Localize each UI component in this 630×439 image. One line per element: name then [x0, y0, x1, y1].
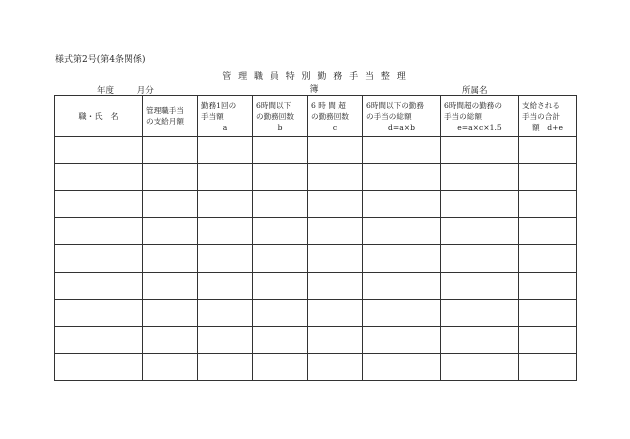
cell-under6[interactable] — [253, 137, 308, 164]
column-header-line: 6 時 間 超 — [311, 100, 346, 110]
cell-under6[interactable] — [253, 353, 308, 380]
column-header-line: d=a×b — [388, 122, 415, 132]
table-row — [55, 137, 577, 164]
cell-grand_total[interactable] — [519, 353, 577, 380]
cell-name[interactable] — [55, 326, 143, 353]
cell-monthly[interactable] — [143, 191, 198, 218]
cell-monthly[interactable] — [143, 299, 198, 326]
cell-under6[interactable] — [253, 245, 308, 272]
ledger-table — [54, 95, 577, 381]
cell-per_duty[interactable] — [198, 299, 253, 326]
column-header-line: e=a×c×1.5 — [457, 122, 502, 132]
cell-grand_total[interactable] — [519, 191, 577, 218]
cell-total_under6[interactable] — [363, 191, 441, 218]
cell-total_over6[interactable] — [441, 218, 519, 245]
cell-over6[interactable] — [308, 326, 363, 353]
cell-per_duty[interactable] — [198, 272, 253, 299]
cell-grand_total[interactable] — [519, 326, 577, 353]
column-header-line: の勤務回数 — [311, 111, 349, 121]
table-row — [55, 353, 577, 380]
cell-monthly[interactable] — [143, 164, 198, 191]
cell-per_duty[interactable] — [198, 326, 253, 353]
column-header-per_duty — [198, 96, 253, 137]
column-header-over6 — [308, 96, 363, 137]
cell-over6[interactable] — [308, 137, 363, 164]
cell-total_over6[interactable] — [441, 272, 519, 299]
cell-over6[interactable] — [308, 272, 363, 299]
header-row — [55, 96, 577, 137]
cell-name[interactable] — [55, 299, 143, 326]
cell-grand_total[interactable] — [519, 245, 577, 272]
cell-name[interactable] — [55, 191, 143, 218]
cell-over6[interactable] — [308, 164, 363, 191]
column-header-line: a — [222, 122, 228, 132]
table-body — [55, 137, 577, 381]
cell-monthly[interactable] — [143, 137, 198, 164]
cell-over6[interactable] — [308, 353, 363, 380]
cell-total_under6[interactable] — [363, 272, 441, 299]
column-header-line: 勤務1回の — [201, 100, 237, 110]
cell-total_under6[interactable] — [363, 245, 441, 272]
cell-monthly[interactable] — [143, 326, 198, 353]
month-label: 月分 — [136, 86, 154, 96]
column-header-grand_total — [519, 96, 577, 137]
column-header-line: b — [277, 122, 283, 132]
table-row — [55, 326, 577, 353]
cell-per_duty[interactable] — [198, 218, 253, 245]
cell-total_over6[interactable] — [441, 299, 519, 326]
column-header-monthly — [143, 96, 198, 137]
table-row — [55, 218, 577, 245]
cell-grand_total[interactable] — [519, 137, 577, 164]
cell-under6[interactable] — [253, 299, 308, 326]
year-label: 年度 — [97, 86, 115, 96]
column-header-line: 6時間以下の勤務 — [366, 100, 424, 110]
table-row — [55, 191, 577, 218]
cell-name[interactable] — [55, 353, 143, 380]
cell-over6[interactable] — [308, 218, 363, 245]
cell-total_under6[interactable] — [363, 218, 441, 245]
department-label: 所属名 — [462, 86, 488, 96]
column-header-line: c — [332, 122, 338, 132]
column-header-line: 6時間超の勤務の — [444, 100, 502, 110]
cell-name[interactable] — [55, 245, 143, 272]
column-header-line: の支給月額 — [146, 117, 184, 126]
column-header-total_under6 — [363, 96, 441, 137]
cell-per_duty[interactable] — [198, 137, 253, 164]
cell-under6[interactable] — [253, 164, 308, 191]
cell-under6[interactable] — [253, 191, 308, 218]
column-header-line: の勤務回数 — [256, 111, 294, 121]
cell-per_duty[interactable] — [198, 164, 253, 191]
column-header-line: 6時間以下 — [256, 100, 292, 110]
cell-name[interactable] — [55, 218, 143, 245]
column-header-under6 — [253, 96, 308, 137]
column-header-line: 手当の合計 — [522, 111, 560, 121]
column-header-line: 支給される — [522, 100, 560, 110]
cell-grand_total[interactable] — [519, 164, 577, 191]
cell-total_over6[interactable] — [441, 353, 519, 380]
cell-over6[interactable] — [308, 245, 363, 272]
cell-total_over6[interactable] — [441, 191, 519, 218]
cell-total_over6[interactable] — [441, 326, 519, 353]
cell-per_duty[interactable] — [198, 245, 253, 272]
cell-name[interactable] — [55, 272, 143, 299]
cell-total_under6[interactable] — [363, 164, 441, 191]
cell-total_under6[interactable] — [363, 326, 441, 353]
cell-under6[interactable] — [253, 272, 308, 299]
cell-grand_total[interactable] — [519, 218, 577, 245]
cell-grand_total[interactable] — [519, 272, 577, 299]
cell-over6[interactable] — [308, 299, 363, 326]
column-header-line: 額 d+e — [532, 122, 563, 132]
column-header-line: 手当額 — [201, 111, 224, 121]
cell-total_over6[interactable] — [441, 137, 519, 164]
column-header-line: 手当の総額 — [444, 111, 482, 121]
cell-total_over6[interactable] — [441, 164, 519, 191]
column-header-line: の手当の総額 — [366, 111, 412, 121]
cell-over6[interactable] — [308, 191, 363, 218]
page-title: 管 理 職 員 特 別 勤 務 手 当 整 理 簿 — [222, 72, 408, 95]
cell-under6[interactable] — [253, 218, 308, 245]
cell-total_under6[interactable] — [363, 137, 441, 164]
table-row — [55, 272, 577, 299]
cell-name[interactable] — [55, 164, 143, 191]
cell-total_under6[interactable] — [363, 299, 441, 326]
cell-total_over6[interactable] — [441, 245, 519, 272]
cell-per_duty[interactable] — [198, 353, 253, 380]
column-header-line: 職・氏 名 — [78, 111, 119, 121]
cell-per_duty[interactable] — [198, 191, 253, 218]
cell-grand_total[interactable] — [519, 299, 577, 326]
form-number: 様式第2号(第4条関係) — [55, 55, 146, 65]
table-row — [55, 245, 577, 272]
cell-under6[interactable] — [253, 326, 308, 353]
table-row — [55, 164, 577, 191]
column-header-line: 管理職手当 — [146, 106, 184, 115]
table-row — [55, 299, 577, 326]
cell-monthly[interactable] — [143, 353, 198, 380]
cell-monthly[interactable] — [143, 272, 198, 299]
column-header-total_over6 — [441, 96, 519, 137]
cell-total_under6[interactable] — [363, 353, 441, 380]
column-header-name — [55, 96, 143, 137]
cell-monthly[interactable] — [143, 245, 198, 272]
cell-name[interactable] — [55, 137, 143, 164]
cell-monthly[interactable] — [143, 218, 198, 245]
